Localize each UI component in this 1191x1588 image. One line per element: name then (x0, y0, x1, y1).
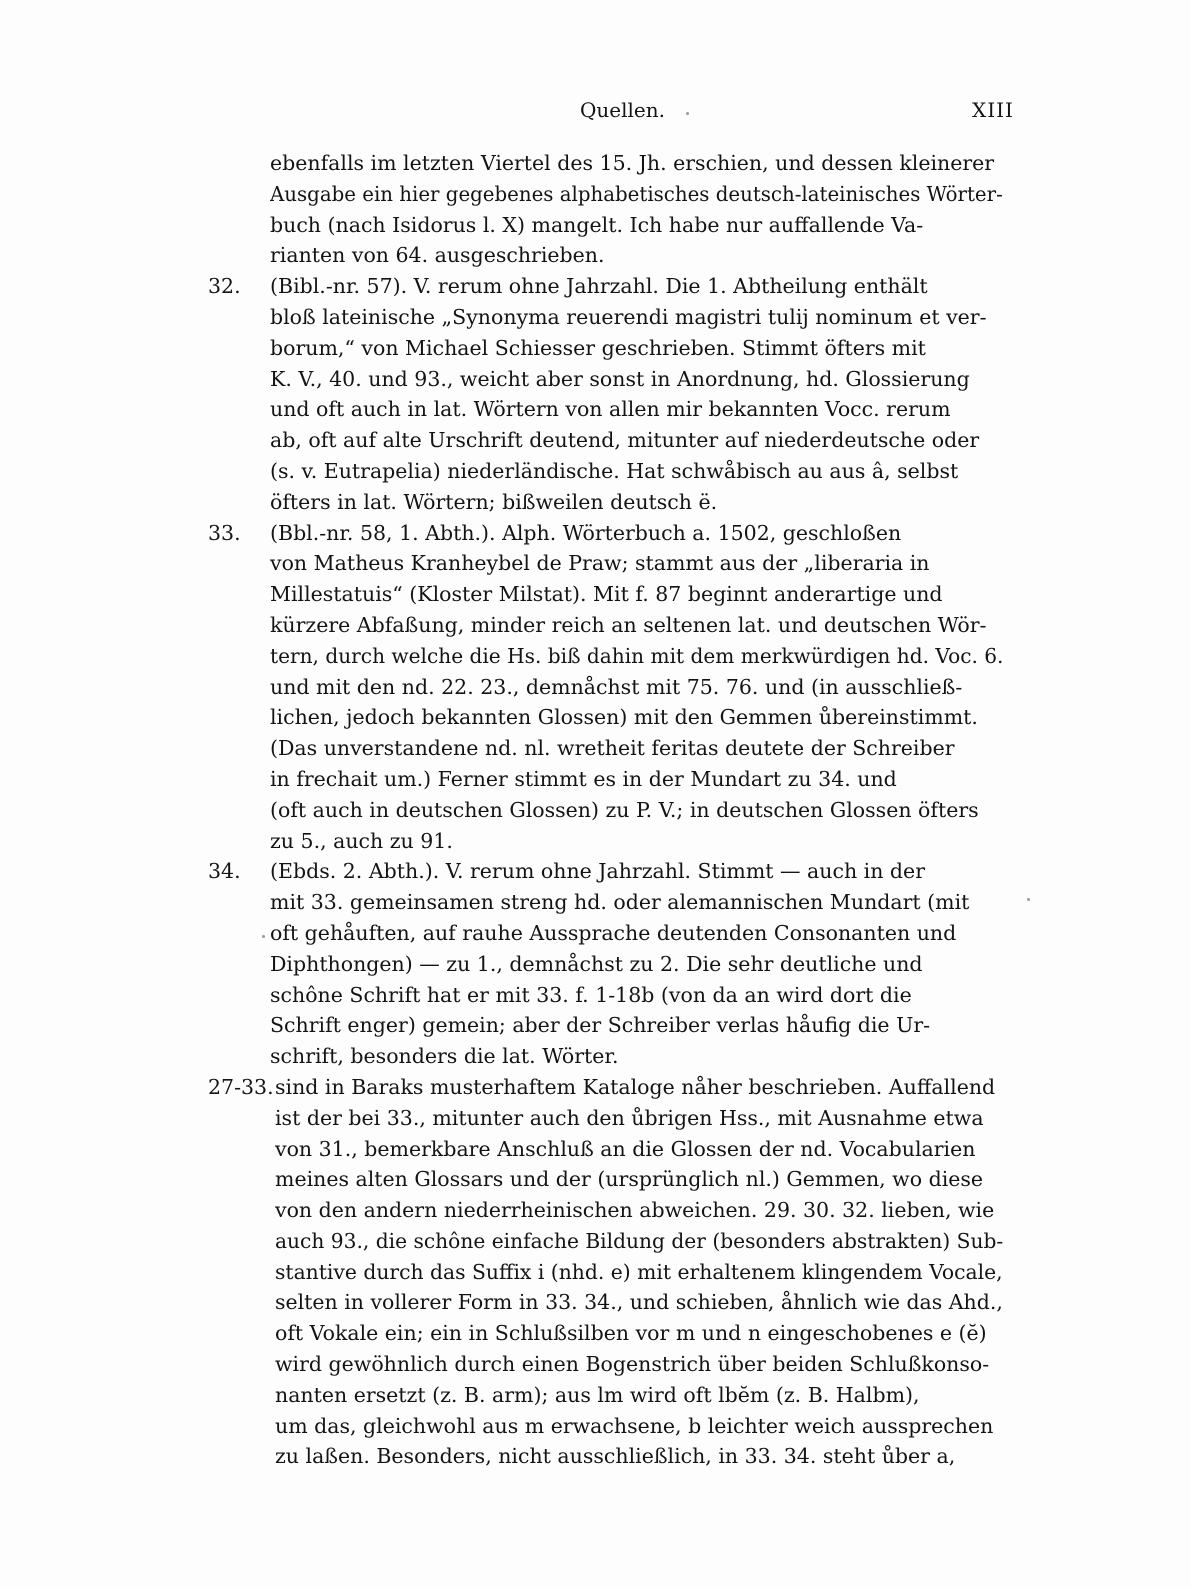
entry-number: 32. (208, 274, 241, 299)
text-line: und oft auch in lat. Wörtern von allen mir bekannten Vocc. rerum (270, 397, 951, 422)
text-line: und mit den nd. 22. 23., demnåchst mit 75. 76. und (in ausschließ- (270, 674, 963, 699)
text-line: mit 33. gemeinsamen streng hd. oder alemannischen Mundart (mit (270, 890, 970, 915)
text-line: in frechait um.) Ferner stimmt es in der Mundart zu 34. und (270, 766, 897, 791)
text-line: ebenfalls im letzten Viertel des 15. Jh. erschien, und dessen kleinerer (270, 151, 995, 175)
header-title: Quellen. (580, 98, 665, 122)
text-line: tern, durch welche die Hs. biß dahin mit dem merkwürdigen hd. Voc. 6. (270, 643, 1004, 668)
text-line: rianten von 64. ausgeschrieben. (270, 243, 605, 268)
text-line: kürzere Abfaßung, minder reich an seltenen lat. und deutschen Wör- (270, 612, 987, 637)
text-line: zu 5., auch zu 91. (270, 828, 453, 853)
text-line: lichen, jedoch bekannten Glossen) mit den Gemmen ůbereinstimmt. (270, 705, 978, 730)
page-number: XIII (972, 98, 1014, 122)
continuation-paragraph (208, 148, 1003, 271)
text-line: nanten ersetzt (z. B. arm); aus lm wird oft lbĕm (z. B. Halbm), (275, 1382, 920, 1407)
text-line: Schrift enger) gemein; aber der Schreiber verlas håufig die Ur- (270, 1013, 931, 1038)
text-line: zu laßen. Besonders, nicht ausschließlich, in 33. 34. steht ůber a, (275, 1444, 956, 1469)
text-line: sind in Baraks musterhaftem Kataloge nåher beschrieben. Auffallend (275, 1074, 996, 1099)
entry-number: 34. (208, 859, 241, 884)
text-line: öfters in lat. Wörtern; bißweilen deutsch ë. (270, 489, 718, 514)
text-line: selten in vollerer Form in 33. 34., und schieben, åhnlich wie das Ahd., (275, 1290, 1003, 1315)
text-line: borum,“ von Michael Schiesser geschrieben. Stimmt öfters mit (270, 335, 926, 360)
entry-number: 33. (208, 520, 241, 545)
text-line: (Bibl.-nr. 57). V. rerum ohne Jahrzahl. Die 1. Abtheilung enthält (270, 274, 928, 299)
text-line: (Das unverstandene nd. nl. wretheit feritas deutete der Schreiber (270, 736, 955, 761)
text-line: Diphthongen) — zu 1., demnåchst zu 2. Die sehr deutliche und (270, 951, 923, 976)
text-line: ist der bei 33., mitunter auch den ůbrigen Hss., mit Ausnahme etwa (275, 1105, 984, 1130)
entry-32 (208, 271, 1003, 517)
text-line: (Ebds. 2. Abth.). V. rerum ohne Jahrzahl. Stimmt — auch in der (270, 859, 925, 884)
text-line: oft Vokale ein; ein in Schlußsilben vor m und n eingeschobenes e (ĕ) (275, 1321, 987, 1346)
text-line: oft gehåuften, auf rauhe Aussprache deutenden Consonanten und (270, 920, 957, 945)
text-line: schrift, besonders die lat. Wörter. (270, 1044, 619, 1069)
text-line: (oft auch in deutschen Glossen) zu P. V.; in deutschen Glossen öfters (270, 797, 979, 822)
text-line: ab, oft auf alte Urschrift deutend, mitunter auf niederdeutsche oder (270, 428, 980, 453)
scan-speck (1027, 898, 1030, 901)
entry-33 (208, 518, 1003, 857)
text-line: (s. v. Eutrapelia) niederländische. Hat schwåbisch au aus â, selbst (270, 458, 959, 483)
scan-speck (686, 112, 689, 115)
text-line: (Bbl.-nr. 58, 1. Abth.). Alph. Wörterbuch a. 1502, geschloßen (270, 520, 902, 545)
entry-number: 27-33. (208, 1074, 274, 1099)
page-body (208, 148, 1003, 1472)
text-line: wird gewöhnlich durch einen Bogenstrich über beiden Schlußkonso- (275, 1352, 990, 1377)
text-line: buch (nach Isidorus l. X) mangelt. Ich habe nur auffallende Va- (270, 212, 924, 237)
entry-34 (208, 856, 1003, 1072)
text-line: stantive durch das Suffix i (nhd. e) mit erhaltenem klingendem Vocale, (275, 1259, 1003, 1284)
text-line: Millestatuis“ (Kloster Milstat). Mit f. 87 beginnt anderartige und (270, 582, 943, 607)
text-line: von Matheus Kranheybel de Praw; stammt aus der „liberaria in (270, 551, 930, 576)
text-line: von 31., bemerkbare Anschluß an die Glossen der nd. Vocabularien (275, 1136, 976, 1161)
scan-speck (262, 935, 265, 938)
entry-27-33 (208, 1072, 1003, 1472)
text-line: schône Schrift hat er mit 33. f. 1-18b (von da an wird dort die (270, 982, 912, 1007)
running-header (0, 98, 1191, 128)
text-line: bloß lateinische „Synonyma reuerendi magistri tulij nominum et ver- (270, 304, 987, 329)
text-line: auch 93., die schône einfache Bildung der (besonders abstrakten) Sub- (275, 1228, 1003, 1253)
text-line: K. V., 40. und 93., weicht aber sonst in Anordnung, hd. Glossierung (270, 366, 970, 391)
text-line: Ausgabe ein hier gegebenes alphabetisches deutsch-lateinisches Wörter- (270, 181, 1003, 206)
text-line: meines alten Glossars und der (ursprünglich nl.) Gemmen, wo diese (275, 1167, 984, 1192)
text-line: von den andern niederrheinischen abweichen. 29. 30. 32. lieben, wie (275, 1198, 995, 1223)
text-line: um das, gleichwohl aus m erwachsene, b leichter weich aussprechen (275, 1413, 994, 1438)
